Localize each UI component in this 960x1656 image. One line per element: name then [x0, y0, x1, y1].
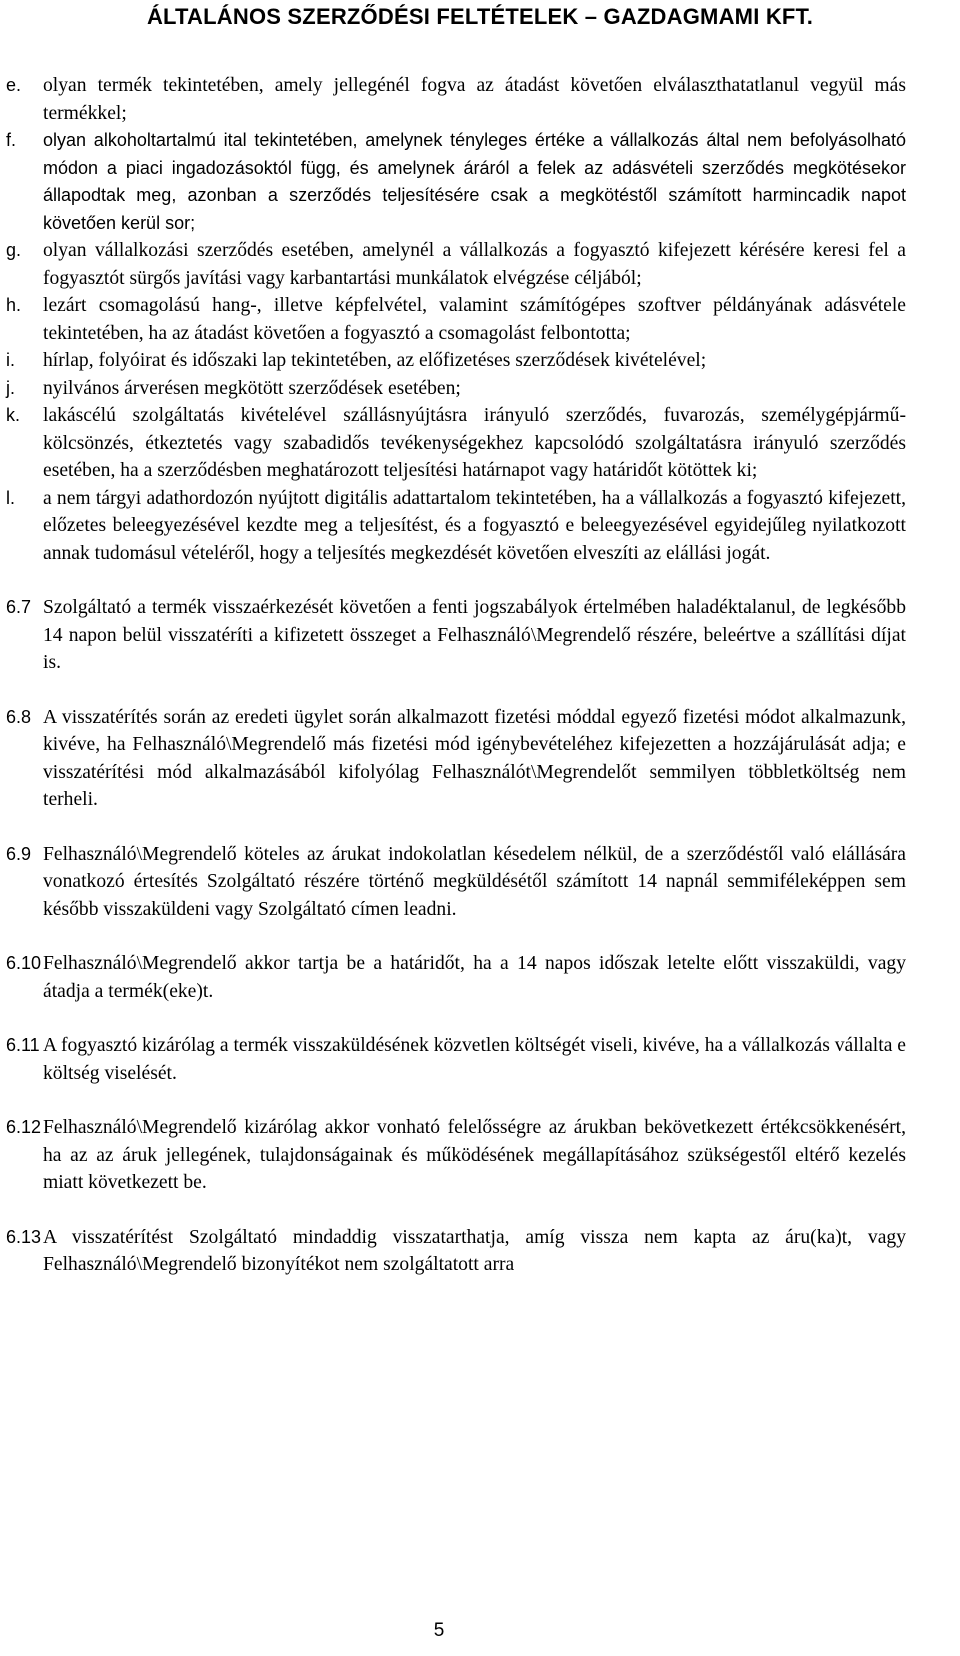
list-item-marker: k.: [6, 405, 21, 425]
section-paragraph: [6, 1032, 906, 1087]
list-item: [6, 127, 906, 237]
list-item-marker: i.: [6, 350, 15, 370]
list-item-text: olyan alkoholtartalmú ital tekintetében, amelynek tényleges értéke a vállalkozás által nem befolyásolható módon a piaci ingadozásoktól függ, és amelynek áráról a felek az adásvételi szerződés megkötésekor állapodtak meg, azonban a szerződés teljesítésére csak a megkötéstől számított harmincadik napot követően kerül sor;: [43, 130, 906, 233]
section-text: Felhasználó\Megrendelő akkor tartja be a határidőt, ha a 14 napos időszak letelte előtt visszaküldi, vagy átadja a termék(eke)t.: [43, 953, 906, 1002]
section-number: 6.9: [6, 843, 32, 864]
list-item-text: hírlap, folyóirat és időszaki lap tekintetében, az előfizetéses szerződések kivételével;: [43, 350, 707, 371]
section-text: A visszatérítést Szolgáltató mindaddig visszatarthatja, amíg vissza nem kapta az áru(ka)t, vagy Felhasználó\Megrendelő bizonyítékot nem szolgáltatott arra: [43, 1226, 906, 1275]
section-paragraph: [6, 841, 906, 924]
list-item-text: lakáscélú szolgáltatás kivételével szállásnyújtásra irányuló szerződés, fuvarozás, személygépjármű-kölcsönzés, étkeztetés vagy szabadidős tevékenységekhez kapcsolódó szolgáltatásra irányuló szerződés esetében, ha a szerződésben meghatározott teljesítési határnapot vagy határidőt kötöttek ki;: [43, 405, 906, 481]
section-paragraph: [6, 594, 906, 677]
page-number: 5: [433, 1620, 445, 1641]
list-item-marker: g.: [6, 240, 22, 260]
list-item: [6, 485, 906, 568]
section-text: Felhasználó\Megrendelő kizárólag akkor vonható felelősségre az árukban bekövetkezett értékcsökkenésért, ha az az áruk jellegének, tulajdonságainak és működésének megállapításához szükségestől eltérő kezelés miatt következett be.: [43, 1117, 906, 1193]
section-text: Szolgáltató a termék visszaérkezését követően a fenti jogszabályok értelmében haladéktalanul, de legkésőbb 14 napon belül visszatéríti a kifizetett összeget a Felhasználó\Megrendelő részére, beleértve a szállítási díjat is.: [43, 597, 906, 673]
list-item: [6, 72, 906, 127]
section-text: Felhasználó\Megrendelő köteles az árukat indokolatlan késedelem nélkül, de a szerződéstől való elállására vonatkozó értesítés Szolgáltató részére történő megküldésétől számított 14 napnál semmiféleképpen sem később visszaküldeni vagy Szolgáltató címen leadni.: [43, 843, 906, 920]
section-text: A fogyasztó kizárólag a termék visszaküldésének közvetlen költségét viseli, kivéve, ha a vállalkozás vállalta e költség viselését.: [43, 1035, 906, 1084]
list-item-marker: e.: [6, 75, 22, 95]
section-paragraph: [6, 1224, 906, 1279]
list-item: [6, 402, 906, 485]
section-paragraph: [6, 950, 906, 1005]
section-number: 6.7: [6, 597, 32, 617]
document-body: [6, 72, 906, 1279]
numbered-sections: [6, 594, 906, 1279]
list-item-text: olyan termék tekintetében, amely jellegénél fogva az átadást követően elválaszthatatlanul vegyül más termékkel;: [43, 75, 906, 124]
list-item: [6, 375, 906, 403]
section-paragraph: [6, 704, 906, 814]
list-item-marker: h.: [6, 295, 22, 315]
section-number: 6.11: [6, 1035, 40, 1055]
list-item-marker: l.: [6, 487, 15, 508]
section-paragraph: [6, 1114, 906, 1197]
list-item-text: olyan vállalkozási szerződés esetében, amelynél a vállalkozás a fogyasztó kifejezett kérésére keresi fel a fogyasztót sürgős javítási vagy karbantartási munkálatok elvégzése céljából;: [43, 240, 906, 289]
section-number: 6.13: [6, 1226, 42, 1247]
section-text: A visszatérítés során az eredeti ügylet során alkalmazott fizetési móddal egyező fizetési módot alkalmazunk, kivéve, ha Felhasználó\Megrendelő más fizetési mód igénybevételéhez kifejezetten a hozzájárulását adja; e visszatérítési mód alkalmazásából kifolyólag Felhasználót\Megrendelőt semmilyen többletköltség nem terheli.: [43, 706, 906, 810]
section-number: 6.10: [6, 953, 42, 973]
list-item-text: lezárt csomagolású hang-, illetve képfelvétel, valamint számítógépes szoftver példányának adásvétele tekintetében, ha az átadást követően a fogyasztó a csomagolást felbontotta;: [43, 295, 906, 344]
section-number: 6.8: [6, 706, 32, 727]
list-item-marker: f.: [6, 130, 17, 150]
list-item: [6, 347, 906, 375]
list-item: [6, 292, 906, 347]
list-item-text: a nem tárgyi adathordozón nyújtott digitális adattartalom tekintetében, ha a vállalkozás a fogyasztó kifejezett, előzetes beleegyezésével kezdte meg a teljesítést, és a fogyasztó e beleegyezésével egyidejűleg nyilatkozott annak tudomásul vételéről, hogy a teljesítés megkezdését követően elveszíti az elállási jogát.: [43, 487, 906, 564]
list-item: [6, 237, 906, 292]
list-items: [6, 72, 906, 567]
section-number: 6.12: [6, 1117, 42, 1137]
list-item-marker: j.: [6, 377, 15, 398]
page-header-title: ÁLTALÁNOS SZERZŐDÉSI FELTÉTELEK – GAZDAGMAMI KFT.: [146, 4, 814, 29]
list-item-text: nyilvános árverésen megkötött szerződések esetében;: [43, 377, 461, 399]
